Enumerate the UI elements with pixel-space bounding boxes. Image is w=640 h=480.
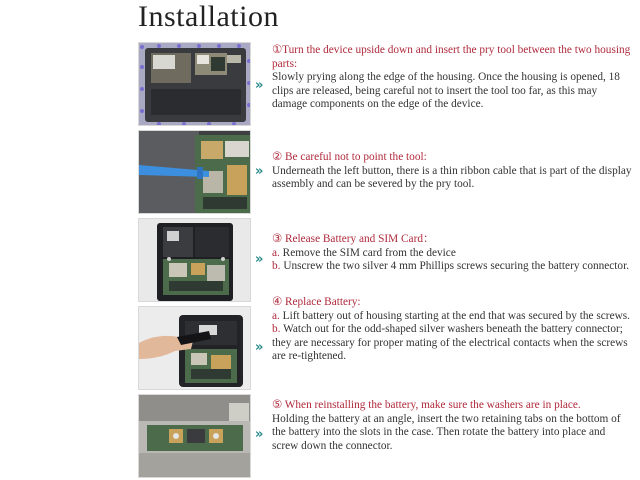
step-3 <box>272 233 632 274</box>
step-heading: ⑤ When reinstalling the battery, make sure the washers are in place. <box>272 399 581 411</box>
step-heading: ①Turn the device upside down and insert the pry tool between the two housing parts: <box>272 44 631 70</box>
item-text: Lift battery out of housing starting at the end that was secured by the screws. <box>282 309 630 322</box>
photo-open-housing <box>138 42 251 126</box>
step-1 <box>272 44 632 112</box>
step-heading: ② Be careful not to point the tool: <box>272 151 427 163</box>
photo-battery-sim <box>138 218 251 302</box>
chevron-right-icon: » <box>255 252 264 267</box>
photo-replace-battery <box>138 306 251 390</box>
chevron-right-icon: » <box>255 427 264 442</box>
page-title: Installation <box>138 0 279 33</box>
step-body <box>272 310 632 364</box>
photo-washers <box>138 394 251 478</box>
item-label: b. <box>272 323 281 336</box>
step-4 <box>272 296 632 364</box>
step-heading: ③ Release Battery and SIM Card： <box>272 233 435 245</box>
step-body: Slowly prying along the edge of the housing. Once the housing is opened, 18 clips are released, being careful not to insert the tool too far, as this may damage components on the edge of the device. <box>272 71 620 111</box>
step-body <box>272 247 632 274</box>
chevron-right-icon: » <box>255 340 264 355</box>
step-5 <box>272 399 632 453</box>
chevron-right-icon: » <box>255 164 264 179</box>
step-2 <box>272 151 632 192</box>
item-text: Unscrew the two silver 4 mm Phillips screws securing the battery connector. <box>283 260 630 273</box>
item-label: a. <box>272 246 280 259</box>
step-body: Holding the battery at an angle, insert the two retaining tabs on the bottom of the battery into the slots in the case. Then rotate the battery into place and screw down the connector. <box>272 412 621 452</box>
item-label: a. <box>272 309 280 322</box>
step-heading: ④ Replace Battery: <box>272 296 361 308</box>
item-label: b. <box>272 260 281 273</box>
chevron-right-icon: » <box>255 78 264 93</box>
step-body: Underneath the left button, there is a thin ribbon cable that is part of the display assembly and can be severed by the pry tool. <box>272 164 632 191</box>
item-text: Watch out for the odd-shaped silver washers beneath the battery connector; they are necessary for proper mating of the electrical contacts when the screws are re-tightened. <box>272 323 628 363</box>
photo-pry-tool <box>138 130 251 214</box>
item-text: Remove the SIM card from the device <box>282 246 456 259</box>
